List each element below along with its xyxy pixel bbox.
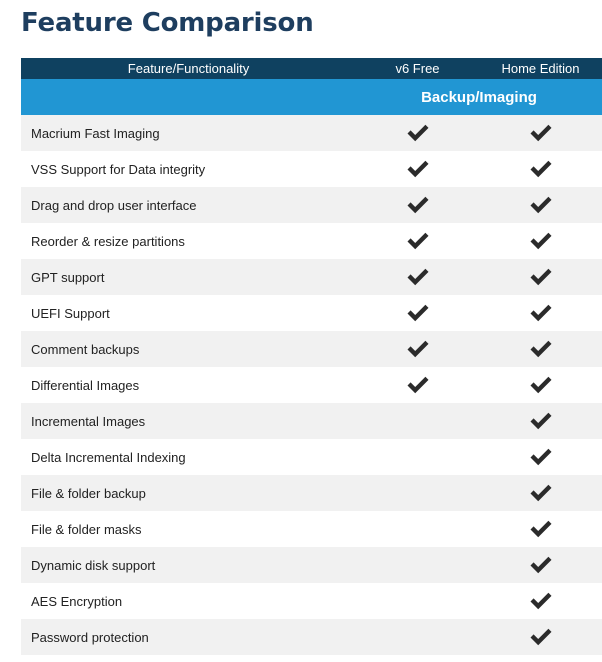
table-row	[21, 187, 602, 223]
table-row	[21, 547, 602, 583]
check-icon	[529, 339, 553, 359]
home-cell	[479, 195, 602, 215]
home-cell	[479, 555, 602, 575]
home-cell	[479, 483, 602, 503]
section-header-row	[21, 79, 602, 115]
free-cell	[356, 303, 479, 323]
feature-label: Comment backups	[31, 341, 140, 357]
free-cell	[356, 375, 479, 395]
home-cell	[479, 303, 602, 323]
home-cell	[479, 339, 602, 359]
check-icon	[529, 123, 553, 143]
table-row	[21, 619, 602, 655]
feature-label: Differential Images	[31, 377, 140, 393]
check-icon	[406, 123, 430, 143]
check-icon	[529, 195, 553, 215]
check-icon	[529, 303, 553, 323]
table-row	[21, 295, 602, 331]
check-icon	[529, 411, 553, 431]
free-cell	[356, 267, 479, 287]
feature-label: Reorder & resize partitions	[31, 233, 185, 249]
check-icon	[529, 231, 553, 251]
check-icon	[529, 483, 553, 503]
section-label: Backup/Imaging	[421, 88, 537, 106]
home-cell	[479, 591, 602, 611]
check-icon	[529, 267, 553, 287]
table-row	[21, 439, 602, 475]
check-icon	[406, 339, 430, 359]
check-icon	[406, 231, 430, 251]
feature-label: Macrium Fast Imaging	[31, 125, 160, 141]
feature-label: File & folder masks	[31, 521, 142, 537]
page-title: Feature Comparison	[21, 8, 314, 38]
home-cell	[479, 267, 602, 287]
feature-label: UEFI Support	[31, 305, 110, 321]
table-row	[21, 223, 602, 259]
feature-label: GPT support	[31, 269, 105, 285]
check-icon	[529, 555, 553, 575]
header-home: Home Edition	[501, 61, 580, 76]
feature-comparison-table	[21, 58, 602, 655]
home-cell	[479, 159, 602, 179]
home-cell	[479, 447, 602, 467]
table-body	[21, 115, 602, 655]
table-header-row	[21, 58, 602, 79]
table-row	[21, 331, 602, 367]
check-icon	[406, 303, 430, 323]
feature-label: Dynamic disk support	[31, 557, 156, 573]
feature-label: Delta Incremental Indexing	[31, 449, 186, 465]
feature-label: AES Encryption	[31, 593, 123, 609]
check-icon	[529, 375, 553, 395]
home-cell	[479, 123, 602, 143]
header-feature: Feature/Functionality	[127, 61, 250, 76]
free-cell	[356, 339, 479, 359]
free-cell	[356, 123, 479, 143]
home-cell	[479, 231, 602, 251]
home-cell	[479, 519, 602, 539]
check-icon	[529, 519, 553, 539]
home-cell	[479, 411, 602, 431]
table-row	[21, 367, 602, 403]
feature-label: Incremental Images	[31, 413, 146, 429]
feature-label: VSS Support for Data integrity	[31, 161, 206, 177]
check-icon	[406, 267, 430, 287]
header-free: v6 Free	[395, 61, 440, 76]
free-cell	[356, 231, 479, 251]
home-cell	[479, 375, 602, 395]
check-icon	[529, 627, 553, 647]
check-icon	[406, 159, 430, 179]
feature-label: Password protection	[31, 629, 149, 645]
table-row	[21, 259, 602, 295]
table-row	[21, 511, 602, 547]
table-row	[21, 583, 602, 619]
check-icon	[529, 447, 553, 467]
check-icon	[529, 591, 553, 611]
table-row	[21, 475, 602, 511]
home-cell	[479, 627, 602, 647]
free-cell	[356, 159, 479, 179]
check-icon	[406, 375, 430, 395]
free-cell	[356, 195, 479, 215]
feature-label: Drag and drop user interface	[31, 197, 197, 213]
check-icon	[529, 159, 553, 179]
check-icon	[406, 195, 430, 215]
table-row	[21, 403, 602, 439]
table-row	[21, 115, 602, 151]
feature-label: File & folder backup	[31, 485, 146, 501]
table-row	[21, 151, 602, 187]
